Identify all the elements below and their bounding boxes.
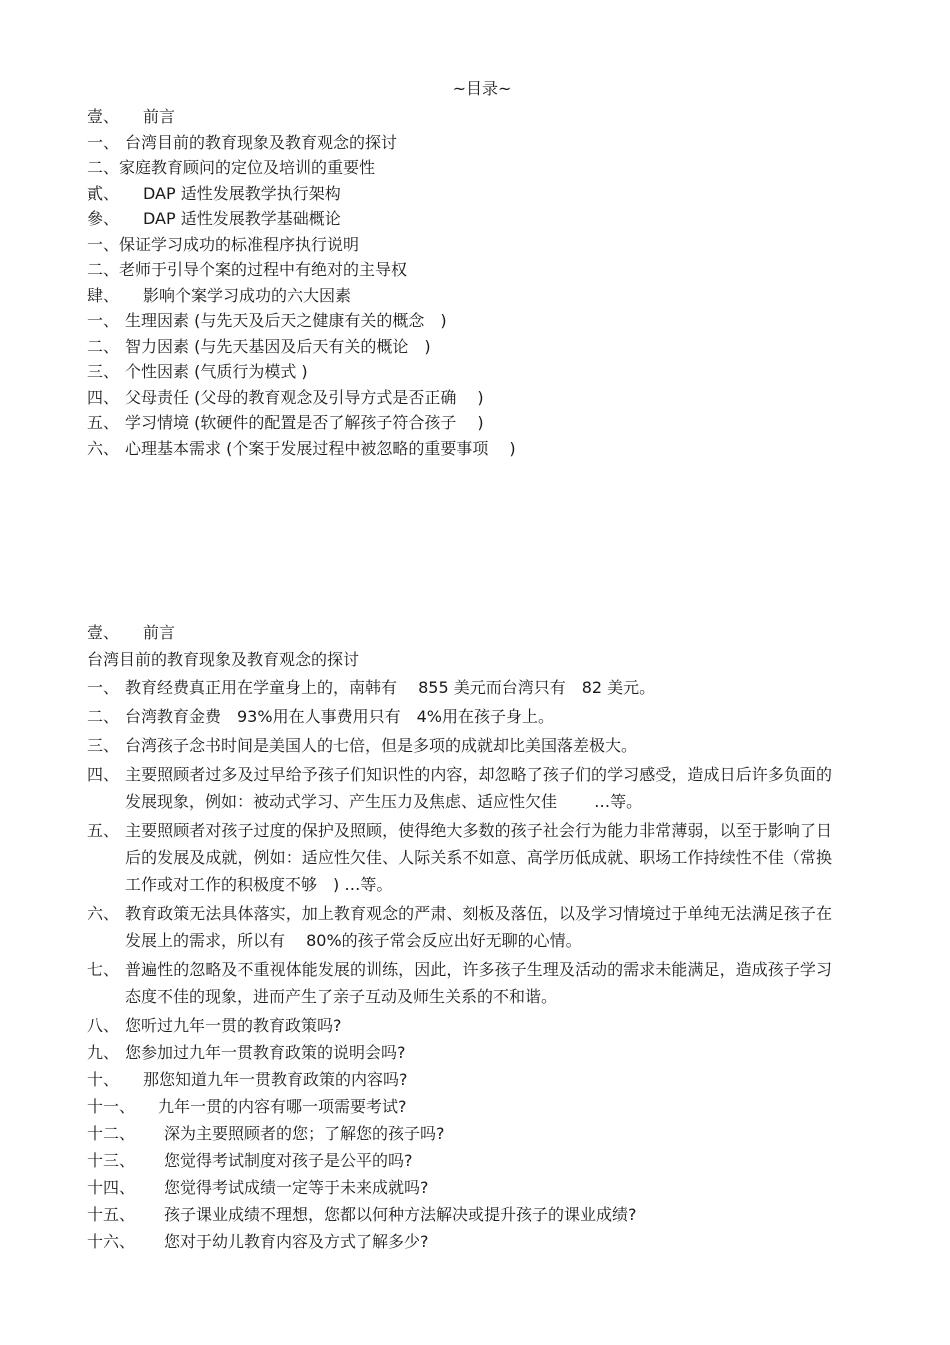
question-number: 八、 — [87, 1016, 120, 1035]
toc-entry-text: DAP 适性发展教学基础概论 — [143, 209, 341, 228]
toc-entry-number: 貳、 — [87, 183, 120, 203]
question-text: 九年一贯的内容有哪一项需要考试? — [158, 1097, 407, 1116]
toc-entry — [87, 257, 847, 283]
question-text: 您对于幼儿教育内容及方式了解多少? — [164, 1232, 429, 1251]
question-item — [87, 1174, 832, 1201]
question-number: 十一、 — [87, 1097, 136, 1116]
question-number: 十四、 — [87, 1178, 136, 1197]
toc-entry — [87, 436, 847, 462]
toc-entry-number: 五、 — [87, 413, 120, 432]
toc-entry-text: 影响个案学习成功的六大因素 — [143, 285, 352, 305]
toc-entry-text: 父母责任 (父母的教育观念及引导方式是否正确 ) — [125, 387, 484, 407]
list-item-text: 主要照顾者过多及过早给予孩子们知识性的内容，却忽略了孩子们的学习感受，造成日后许多负面的发展现象，例如：被动式学习、产生压力及焦虑、适应性欠佳 …等。 — [125, 765, 832, 811]
question-item — [87, 1093, 832, 1120]
question-list — [87, 1012, 832, 1255]
section-heading-text: 前言 — [143, 623, 176, 642]
section-heading — [87, 620, 832, 646]
list-item-text: 教育经费真正用在学童身上的，南韩有 855 美元而台湾只有 82 美元。 — [125, 678, 656, 697]
toc-entry-number: 一、 — [87, 311, 120, 330]
question-number: 十、 — [87, 1070, 120, 1089]
toc-entry — [87, 232, 847, 258]
toc-entry-number: 肆、 — [87, 285, 120, 305]
toc-entry — [87, 308, 847, 334]
toc-entry-number: 一、 — [87, 132, 120, 152]
toc-entry — [87, 155, 847, 181]
list-item-number: 四、 — [87, 765, 120, 784]
toc-entry — [87, 283, 847, 309]
list-item — [87, 817, 832, 898]
question-text: 那您知道九年一贯教育政策的内容吗? — [143, 1070, 408, 1089]
list-item-number: 七、 — [87, 960, 120, 979]
question-text: 孩子课业成绩不理想，您都以何种方法解决或提升孩子的课业成绩? — [164, 1205, 637, 1224]
question-text: 您参加过九年一贯教育政策的说明会吗? — [125, 1043, 406, 1062]
question-item — [87, 1201, 832, 1228]
preface-section — [87, 620, 832, 1255]
toc-entry-number: 壹、 — [87, 107, 120, 126]
section-subheading: 台湾目前的教育现象及教育观念的探讨 — [87, 650, 360, 669]
question-item — [87, 1012, 832, 1039]
table-of-contents — [87, 104, 847, 461]
list-item-text: 普遍性的忽略及不重视体能发展的训练，因此，许多孩子生理及活动的需求未能满足，造成孩子学习态度不佳的现象，进而产生了亲子互动及师生关系的不和谐。 — [125, 960, 832, 1006]
list-item-number: 二、 — [87, 707, 120, 726]
toc-entry — [87, 410, 847, 436]
section-heading-number: 壹、 — [87, 623, 120, 642]
list-item-text: 主要照顾者对孩子过度的保护及照顾，使得绝大多数的孩子社会行为能力非常薄弱，以至于影响了日后的发展及成就，例如：适应性欠佳、人际关系不如意、高学历低成就、职场工作持续性不佳（常换工作或对工作的积极度不够 ) …等。 — [125, 821, 832, 894]
toc-entry-text: 学习情境 (软硬件的配置是否了解孩子符合孩子 ) — [125, 413, 484, 432]
toc-entry-number: 四、 — [87, 387, 120, 407]
toc-entry-text: 生理因素 (与先天及后天之健康有关的概念 ) — [125, 311, 447, 330]
toc-entry — [87, 206, 847, 232]
toc-entry-number: 二、 — [87, 336, 120, 356]
numbered-items — [87, 674, 832, 1010]
toc-entry — [87, 104, 847, 130]
toc-entry-number: 一、 — [87, 234, 120, 254]
toc-entry-text: 心理基本需求 (个案于发展过程中被忽略的重要事项 ) — [125, 438, 516, 458]
list-item-text: 教育政策无法具体落实，加上教育观念的严肃、刻板及落伍，以及学习情境过于单纯无法满足孩子在发展上的需求，所以有 80%的孩子常会反应出好无聊的心情。 — [125, 904, 832, 950]
list-item-text: 台湾孩子念书时间是美国人的七倍，但是多项的成就却比美国落差极大。 — [125, 736, 638, 755]
question-item — [87, 1066, 832, 1093]
list-item — [87, 956, 832, 1010]
question-item — [87, 1120, 832, 1147]
question-number: 十六、 — [87, 1232, 136, 1251]
toc-entry-text: 老师于引导个案的过程中有绝对的主导权 — [119, 260, 408, 279]
list-item-number: 三、 — [87, 736, 120, 755]
question-number: 十二、 — [87, 1124, 136, 1143]
toc-entry — [87, 359, 847, 385]
list-item-text: 台湾教育金费 93%用在人事费用只有 4%用在孩子身上。 — [125, 707, 554, 726]
toc-entry-number: 三、 — [87, 362, 120, 381]
list-item — [87, 761, 832, 815]
toc-entry-text: DAP 适性发展教学执行架构 — [143, 183, 341, 203]
toc-entry-text: 台湾目前的教育现象及教育观念的探讨 — [125, 132, 398, 152]
list-item — [87, 732, 832, 759]
question-number: 九、 — [87, 1043, 120, 1062]
question-text: 您觉得考试制度对孩子是公平的吗? — [164, 1151, 413, 1170]
toc-entry-text: 家庭教育顾问的定位及培训的重要性 — [119, 158, 376, 177]
list-item — [87, 703, 832, 730]
question-item — [87, 1228, 832, 1255]
toc-entry-number: 六、 — [87, 438, 120, 458]
toc-entry-number: 二、 — [87, 260, 120, 279]
toc-entry-number: 參、 — [87, 209, 120, 228]
list-item-number: 一、 — [87, 678, 120, 697]
question-item — [87, 1147, 832, 1174]
toc-entry — [87, 130, 847, 156]
question-number: 十五、 — [87, 1205, 136, 1224]
toc-entry-text: 智力因素 (与先天基因及后天有关的概论 ) — [125, 336, 431, 356]
toc-entry-text: 个性因素 (气质行为模式 ) — [125, 362, 308, 381]
list-item-number: 六、 — [87, 904, 120, 923]
question-number: 十三、 — [87, 1151, 136, 1170]
toc-entry-text: 保证学习成功的标准程序执行说明 — [119, 234, 360, 254]
list-item-number: 五、 — [87, 821, 120, 840]
list-item — [87, 674, 832, 701]
toc-entry — [87, 181, 847, 207]
toc-entry-text: 前言 — [143, 107, 176, 126]
toc-entry — [87, 334, 847, 360]
question-text: 您觉得考试成绩一定等于未来成就吗? — [164, 1178, 429, 1197]
toc-entry-number: 二、 — [87, 158, 120, 177]
question-item — [87, 1039, 832, 1066]
list-item — [87, 900, 832, 954]
toc-entry — [87, 385, 847, 411]
toc-title: ~目录~ — [452, 79, 512, 98]
question-text: 深为主要照顾者的您；了解您的孩子吗? — [164, 1124, 445, 1143]
question-text: 您听过九年一贯的教育政策吗? — [125, 1016, 342, 1035]
